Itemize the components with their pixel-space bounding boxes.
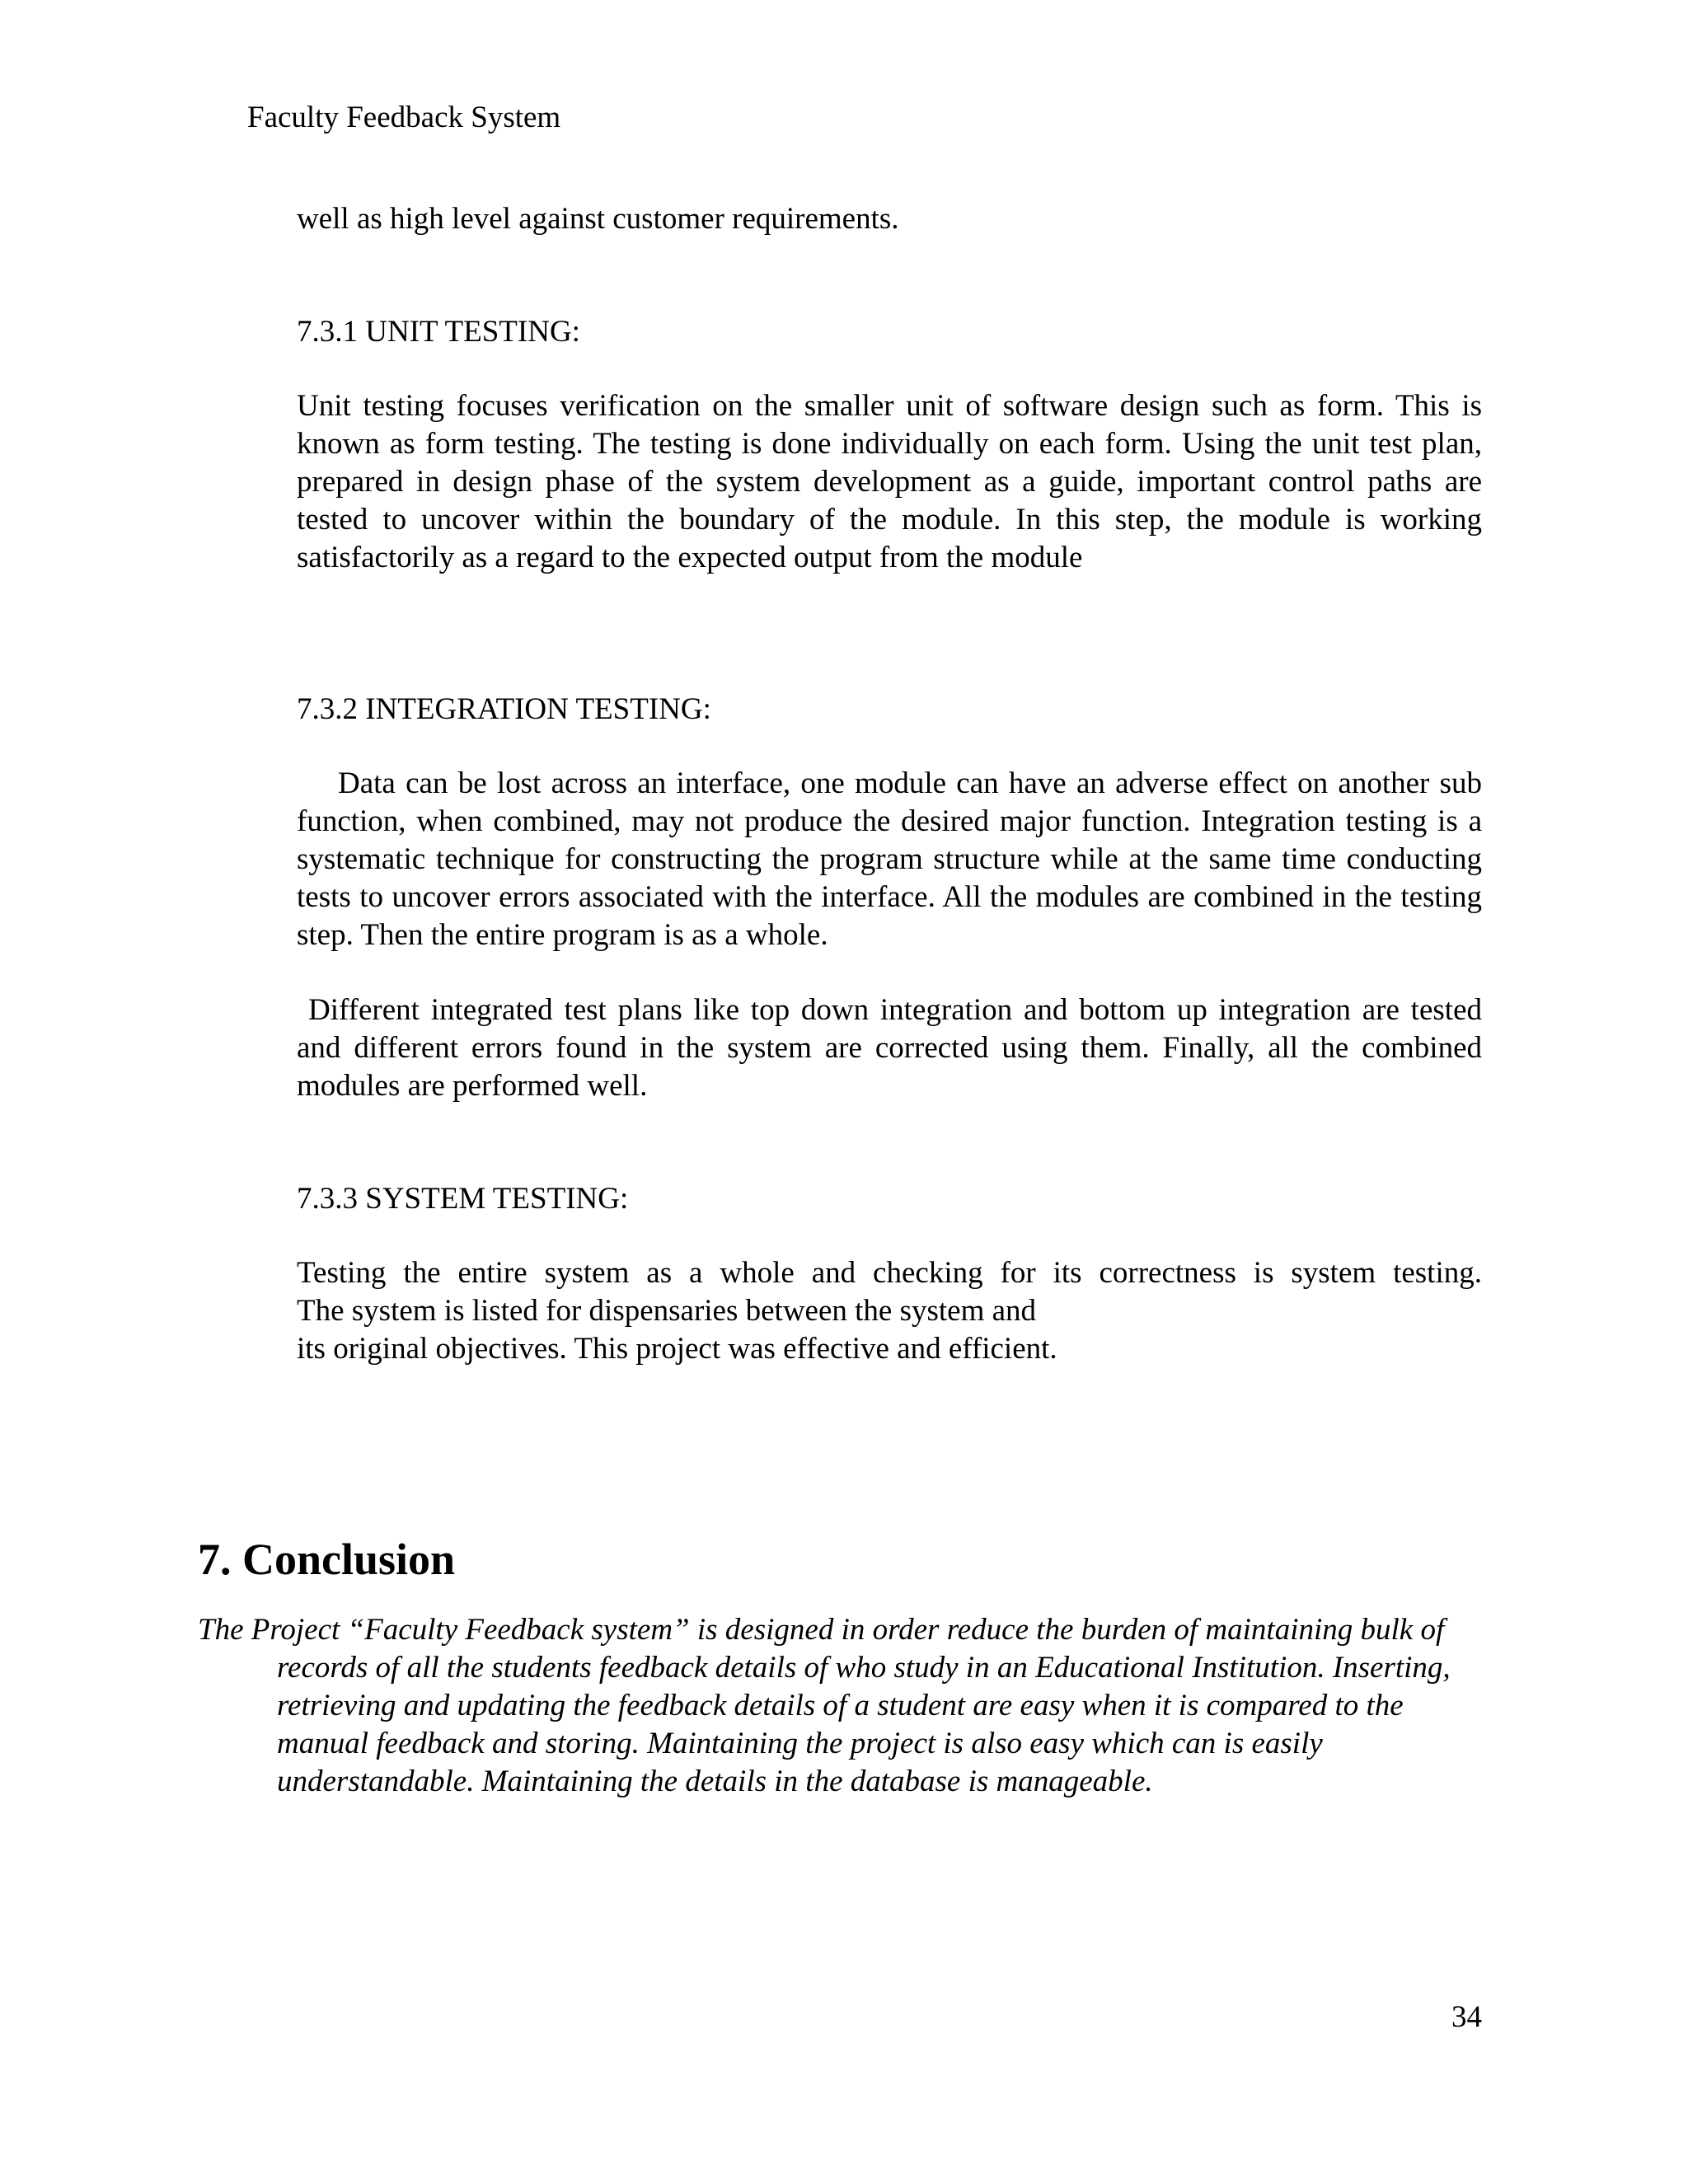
page-number: 34 [1451,2000,1482,2034]
unit-testing-paragraph [297,387,1482,577]
paragraph-text: Different integrated test plans like top down integration and bottom up integration are tested and different errors found in the system are corrected using them. Finally, all the combined modules are performed well. [297,993,1482,1103]
chapter-heading-conclusion: 7. Conclusion [198,1535,456,1584]
running-header: Faculty Feedback System [247,101,561,134]
system-testing-line-3: its original objectives. This project was effective and efficient. [297,1332,1057,1366]
integration-testing-paragraph-2 [297,991,1482,1105]
section-heading-system-testing: 7.3.3 SYSTEM TESTING: [297,1182,629,1216]
paragraph-text: Unit testing focuses verification on the smaller unit of software design such as form. This is known as form testing. The testing is done individually on each form. Using the unit test plan, prepared in design phase of the system development as a guide, important control paths are tested to uncover within the boundary of the module. In this step, the module is working satisfactorily as a regard to the expected output from the module [297,389,1482,574]
conclusion-paragraph: The Project “Faculty Feedback system” is designed in order reduce the burden of maintaining bulk of records of all the students feedback details of who study in an Educational Institution. Inserting, retrieving and updating the feedback details of a student are easy when it is compared to the manual feedback and storing. Maintaining the project is also easy which can is easily understandable. Maintaining the details in the database is manageable. [198,1613,1451,1798]
section-heading-unit-testing: 7.3.1 UNIT TESTING: [297,315,580,349]
system-testing-line-1: Testing the entire system as a whole and checking for its correctness is system testing. [297,1256,1482,1290]
paragraph-text: Data can be lost across an interface, one module can have an adverse effect on another sub function, when combined, may not produce the desired major function. Integration testing is a systematic technique for constructing the program structure while at the same time conducting tests to uncover errors associated with the interface. All the modules are combined in the testing step. Then the entire program is as a whole. [297,766,1482,952]
section-heading-integration-testing: 7.3.2 INTEGRATION TESTING: [297,692,711,726]
system-testing-line-2: The system is listed for dispensaries between the system and [297,1294,1037,1328]
intro-line: well as high level against customer requirements. [297,202,899,236]
integration-testing-paragraph-1 [297,765,1482,954]
system-testing-paragraph [297,1254,1482,1368]
